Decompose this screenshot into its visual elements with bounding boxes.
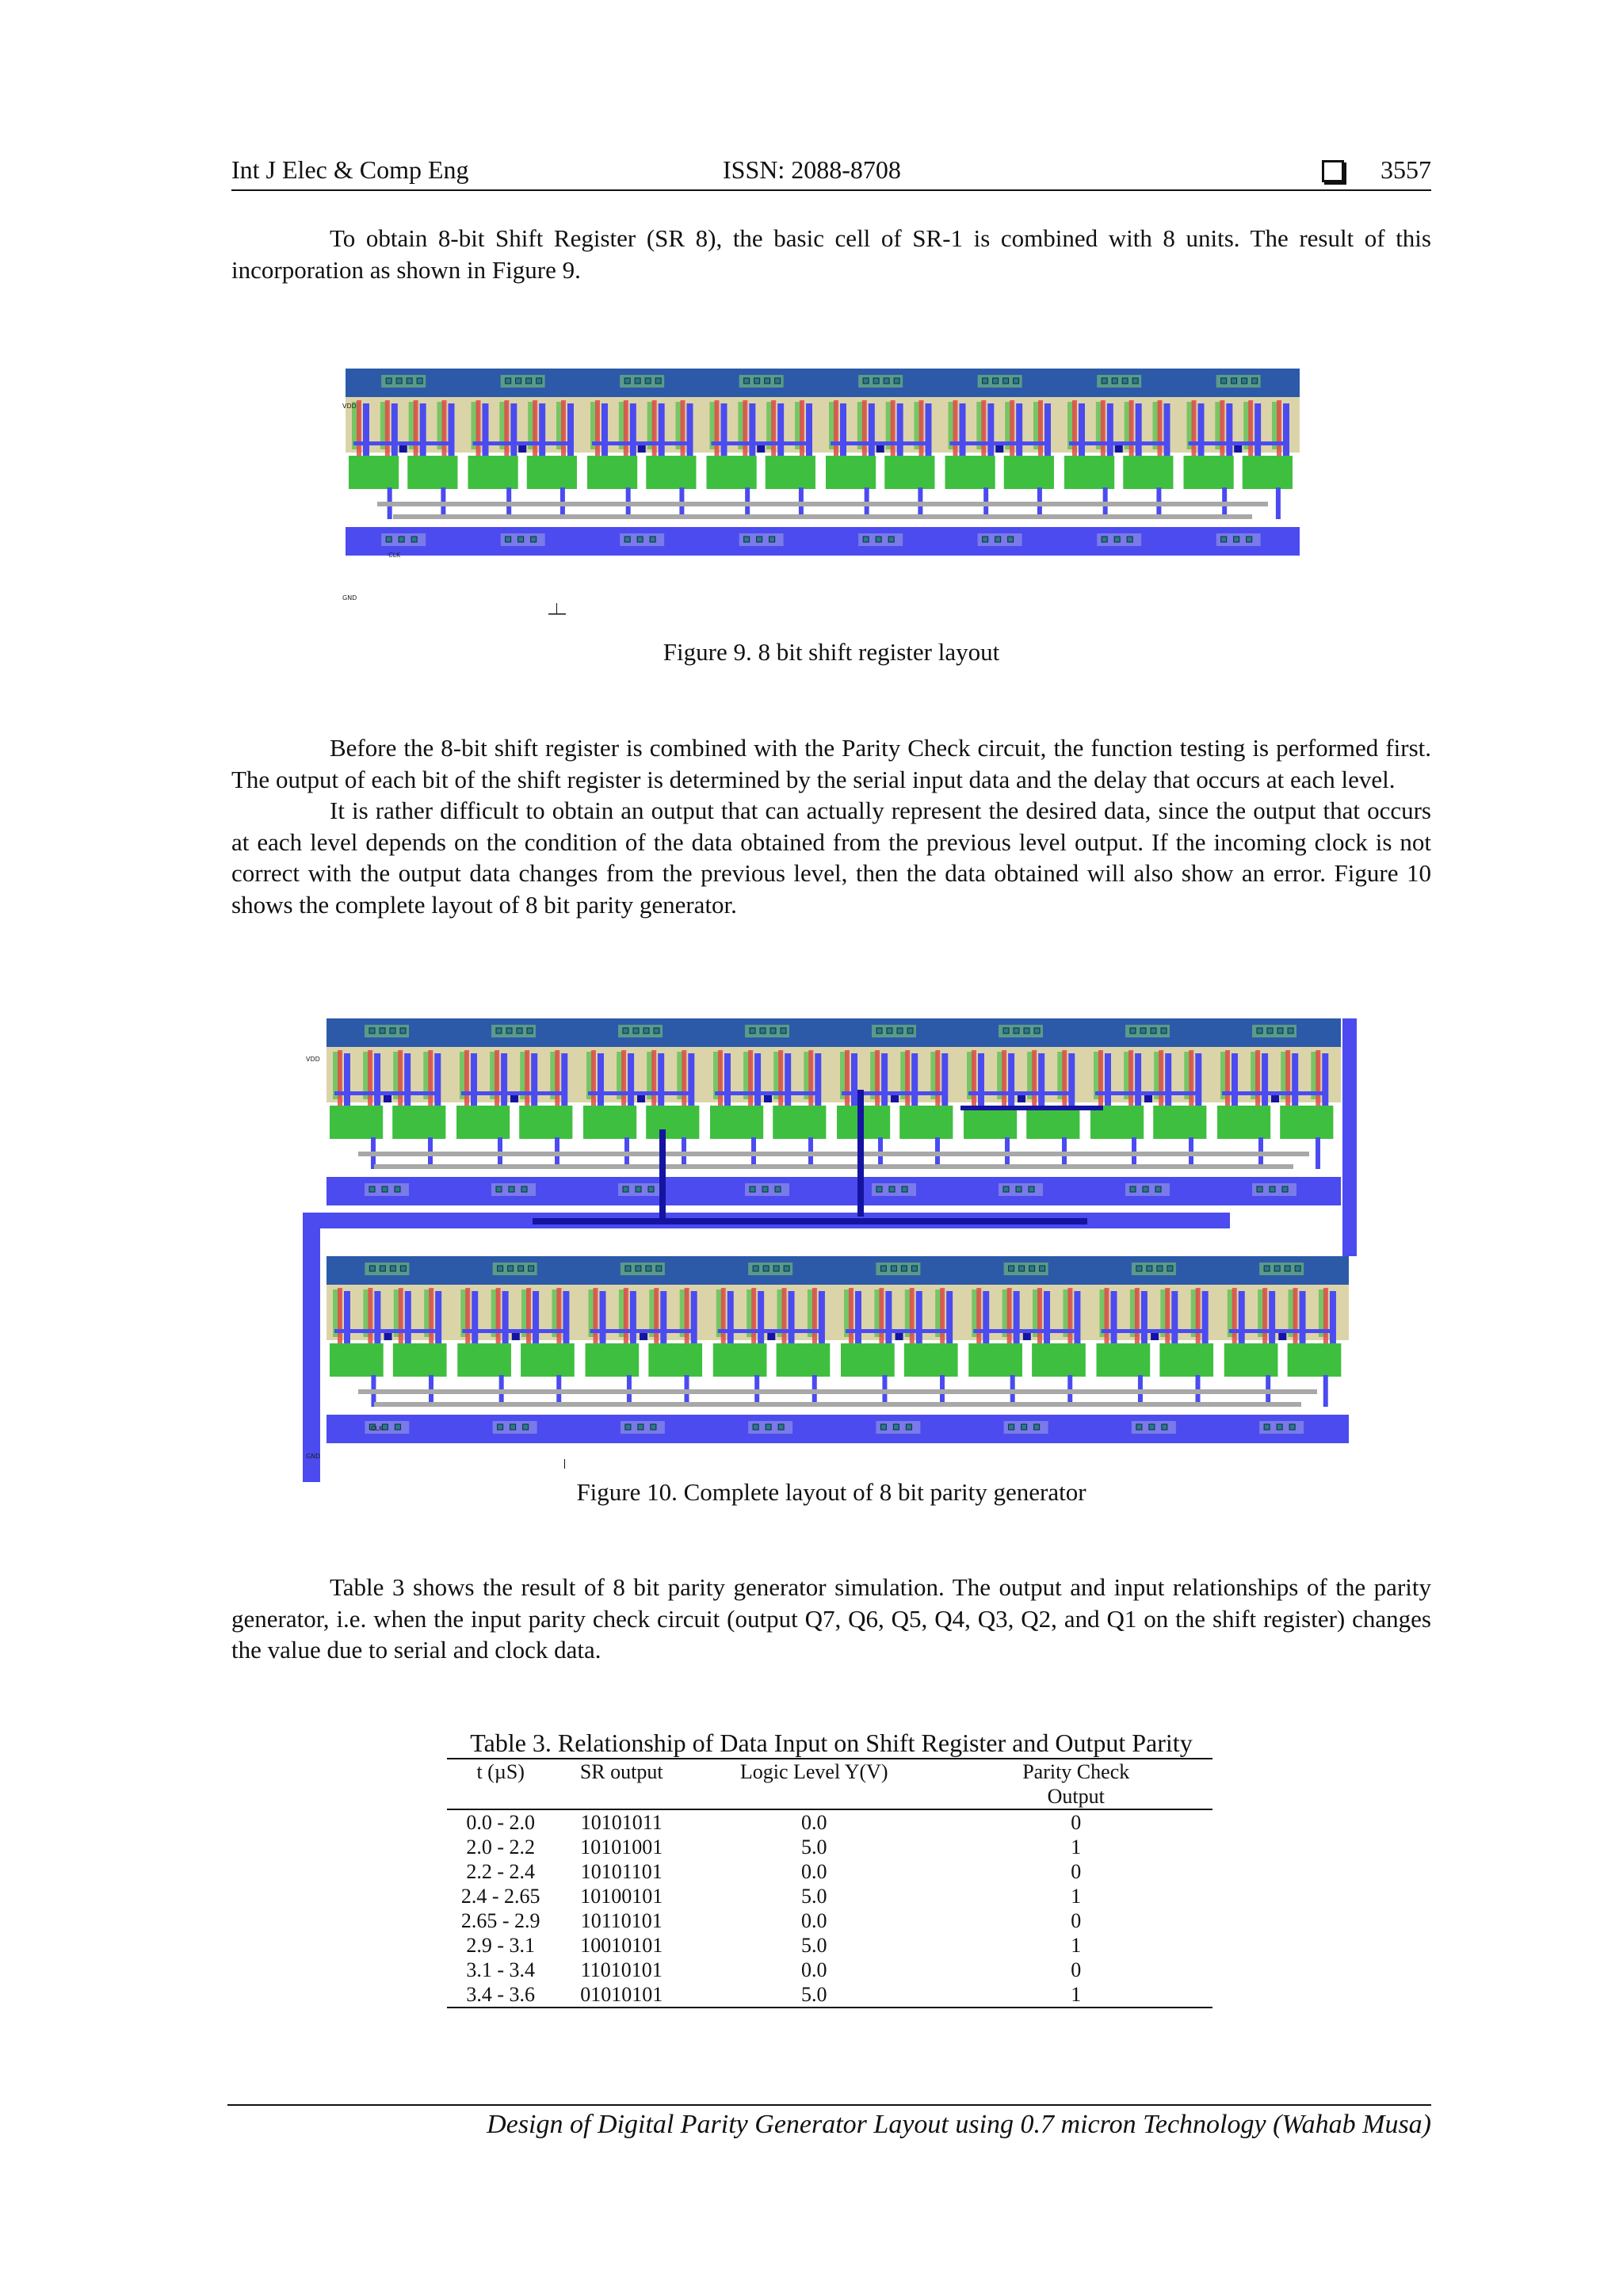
paragraph-text: Before the 8-bit shift register is combined with the Parity Check circuit, the function testing is performed first. The output of each bit of the shift register is determined by the serial input data and the delay that occurs at each level.	[231, 734, 1431, 793]
table-cell: 2.2 - 2.4	[466, 1860, 536, 1883]
page-number: 3557	[1381, 155, 1431, 184]
table-row	[447, 1982, 1212, 2008]
svg-text:GND: GND	[306, 1453, 321, 1460]
shift-register-layout-image	[341, 369, 1300, 616]
table-header-row	[447, 1759, 1212, 1809]
parity-generator-layout-image	[303, 1018, 1357, 1482]
running-header	[231, 155, 1431, 190]
table-cell: 0.0	[800, 1811, 827, 1834]
table-cell: 0.0	[800, 1909, 827, 1932]
table-cell: 10101011	[580, 1811, 663, 1834]
issn: ISSN: 2088-8708	[723, 155, 901, 184]
table-cell: 1	[1071, 1836, 1082, 1859]
header-cell: SR output	[579, 1760, 663, 1783]
table-cell: 1	[1071, 1983, 1082, 2006]
header-cell: Logic Level Y(V)	[739, 1760, 888, 1783]
table-3-caption: Table 3. Relationship of Data Input on Shift Register and Output Parity	[470, 1729, 1193, 1757]
table-row	[447, 1835, 1212, 1859]
figure-10-layout	[303, 1018, 1357, 1482]
table-cell: 2.4 - 2.65	[460, 1885, 540, 1908]
table-row	[447, 1958, 1212, 1982]
table-row	[447, 1884, 1212, 1908]
table-cell: 10010101	[580, 1934, 663, 1957]
table-cell: 0	[1071, 1958, 1082, 1981]
table-cell: 2.9 - 3.1	[466, 1934, 536, 1957]
table-cell: 1	[1071, 1885, 1082, 1908]
figure-9-layout	[341, 369, 1300, 616]
table-row	[447, 1809, 1212, 1835]
table-cell: 0.0	[800, 1958, 827, 1981]
table-cell: 10110101	[580, 1909, 663, 1932]
table-cell: 0.0 - 2.0	[466, 1811, 536, 1834]
header-cell: t (µS)	[476, 1760, 525, 1783]
table-cell: 5.0	[800, 1983, 827, 2006]
table-cell: 0	[1071, 1909, 1082, 1932]
footer-rule	[227, 2104, 1431, 2106]
table-row	[447, 1908, 1212, 1933]
table-cell: 2.65 - 2.9	[460, 1909, 540, 1932]
body-paragraph-4	[231, 1572, 1431, 1666]
running-footer: Design of Digital Parity Generator Layout using 0.7 micron Technology (Wahab Musa)	[487, 2110, 1431, 2139]
square-bullet-icon	[1322, 160, 1344, 182]
table-cell: 10101001	[580, 1836, 663, 1859]
paragraph-text: Table 3 shows the result of 8 bit parity generator simulation. The output and input relationships of the parity generator, i.e. when the input parity check circuit (output Q7, Q6, Q5, Q4, Q3, Q2, and Q1 on the shift register) changes the value due to serial and clock data.	[231, 1573, 1431, 1664]
table-row	[447, 1933, 1212, 1958]
table-cell: 5.0	[800, 1836, 827, 1859]
paragraph-text: It is rather difficult to obtain an output that can actually represent the desired data, since the output that occurs at each level depends on the condition of the data obtained from the previous level output. If the incoming clock is not correct with the output data changes from the previous level, then the data obtained will also show an error. Figure 10 shows the complete layout of 8 bit parity generator.	[231, 797, 1431, 919]
body-paragraph-1	[231, 223, 1431, 285]
figure-10-caption: Figure 10. Complete layout of 8 bit parity generator	[576, 1478, 1086, 1506]
svg-text:CLK: CLK	[388, 552, 401, 559]
body-paragraphs-2-3	[231, 732, 1431, 920]
journal-name: Int J Elec & Comp Eng	[231, 155, 469, 184]
svg-text:VDD: VDD	[306, 1056, 320, 1063]
table-cell: 5.0	[800, 1885, 827, 1908]
figure-9-caption: Figure 9. 8 bit shift register layout	[663, 638, 1000, 666]
svg-text:CLK: CLK	[371, 1425, 384, 1432]
table-cell: 2.0 - 2.2	[466, 1836, 536, 1859]
table-cell: 0	[1071, 1811, 1082, 1834]
table-3	[447, 1758, 1212, 2008]
table-row	[447, 1859, 1212, 1884]
table-cell: 10100101	[580, 1885, 663, 1908]
table-cell: 3.1 - 3.4	[466, 1958, 536, 1981]
table-cell: 1	[1071, 1934, 1082, 1957]
paragraph-text: To obtain 8-bit Shift Register (SR 8), the basic cell of SR-1 is combined with 8 units. The result of this incorporation as shown in Figure 9.	[231, 224, 1431, 284]
header-cell: Parity Check Output	[1022, 1760, 1130, 1808]
table-cell: 0	[1071, 1860, 1082, 1883]
table-cell: 0.0	[800, 1860, 827, 1883]
header-rule	[231, 189, 1431, 191]
table-cell: 5.0	[800, 1934, 827, 1957]
table-cell: 01010101	[580, 1983, 663, 2006]
svg-text:GND: GND	[342, 594, 357, 602]
svg-text:VDD: VDD	[342, 403, 357, 410]
data-table	[447, 1759, 1212, 2008]
table-cell: 11010101	[580, 1958, 663, 1981]
table-cell: 10101101	[580, 1860, 663, 1883]
table-cell: 3.4 - 3.6	[466, 1983, 536, 2006]
